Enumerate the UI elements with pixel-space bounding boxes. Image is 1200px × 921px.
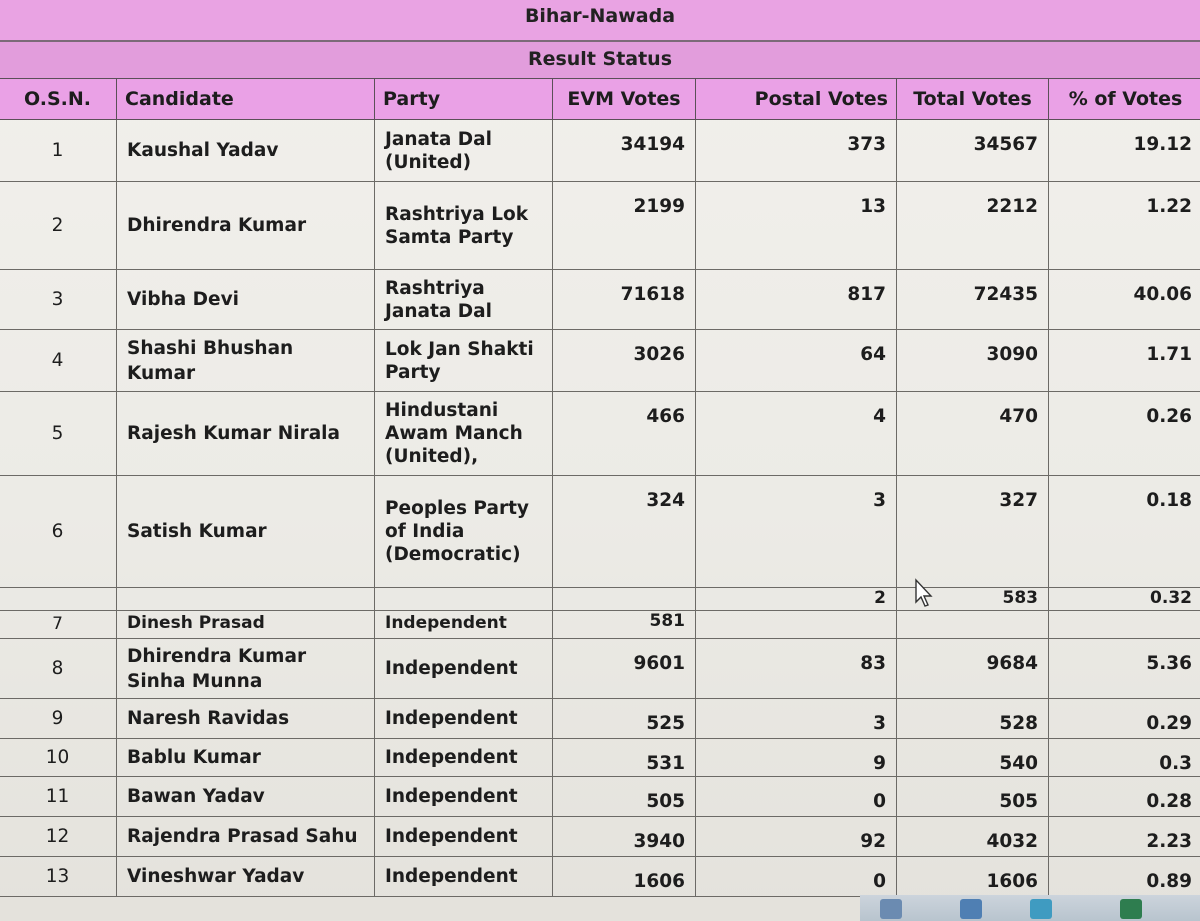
title-band [0, 0, 1200, 42]
vote-percent [1049, 611, 1200, 639]
serial-number: 2 [0, 182, 117, 270]
party-name: Independent [375, 739, 553, 777]
postal-votes: 4 [696, 392, 897, 476]
table-row [0, 588, 1200, 611]
evm-votes: 34194 [553, 120, 696, 182]
subtitle-band [0, 42, 1200, 79]
vote-percent: 0.28 [1049, 777, 1200, 817]
candidate-name: Dhirendra Kumar [117, 182, 375, 270]
total-votes: 72435 [897, 270, 1049, 330]
total-votes: 470 [897, 392, 1049, 476]
serial-number [0, 588, 117, 611]
serial-number: 4 [0, 330, 117, 392]
postal-votes: 83 [696, 639, 897, 699]
table-row [0, 182, 1200, 270]
serial-number: 13 [0, 857, 117, 897]
party-name: Hindustani Awam Manch (United), [375, 392, 553, 476]
total-votes: 528 [897, 699, 1049, 739]
postal-votes: 92 [696, 817, 897, 857]
vote-percent: 0.29 [1049, 699, 1200, 739]
party-name: Janata Dal (United) [375, 120, 553, 182]
vote-percent: 0.3 [1049, 739, 1200, 777]
col-osn: O.S.N. [0, 79, 117, 120]
col-evm: EVM Votes [553, 79, 696, 120]
vote-percent: 5.36 [1049, 639, 1200, 699]
col-candidate: Candidate [117, 79, 375, 120]
serial-number: 8 [0, 639, 117, 699]
candidate-name: Bablu Kumar [117, 739, 375, 777]
table-row [0, 392, 1200, 476]
party-name: Independent [375, 857, 553, 897]
party-name: Independent [375, 639, 553, 699]
candidate-name: Kaushal Yadav [117, 120, 375, 182]
constituency-title: Bihar-Nawada [524, 5, 676, 27]
postal-votes: 9 [696, 739, 897, 777]
evm-votes: 3026 [553, 330, 696, 392]
evm-votes: 9601 [553, 639, 696, 699]
postal-votes: 3 [696, 699, 897, 739]
vote-percent: 40.06 [1049, 270, 1200, 330]
serial-number: 5 [0, 392, 117, 476]
total-votes: 1606 [897, 857, 1049, 897]
serial-number: 11 [0, 777, 117, 817]
party-name: Independent [375, 777, 553, 817]
postal-votes [696, 611, 897, 639]
postal-votes: 0 [696, 777, 897, 817]
evm-votes: 1606 [553, 857, 696, 897]
candidate-name: Dhirendra Kumar Sinha Munna [117, 639, 375, 699]
party-name [375, 588, 553, 611]
table-row [0, 330, 1200, 392]
candidate-name: Rajendra Prasad Sahu [117, 817, 375, 857]
result-status-title: Result Status [527, 48, 673, 70]
serial-number: 3 [0, 270, 117, 330]
vote-percent: 0.18 [1049, 476, 1200, 588]
postal-votes: 0 [696, 857, 897, 897]
results-table [0, 78, 1200, 897]
total-votes: 2212 [897, 182, 1049, 270]
evm-votes: 525 [553, 699, 696, 739]
candidate-name: Shashi Bhushan Kumar [117, 330, 375, 392]
evm-votes [553, 588, 696, 611]
serial-number: 9 [0, 699, 117, 739]
serial-number: 6 [0, 476, 117, 588]
evm-votes: 71618 [553, 270, 696, 330]
vote-percent: 0.26 [1049, 392, 1200, 476]
candidate-name: Dinesh Prasad [117, 611, 375, 639]
table-row [0, 120, 1200, 182]
postal-votes: 3 [696, 476, 897, 588]
vote-percent: 2.23 [1049, 817, 1200, 857]
postal-votes: 373 [696, 120, 897, 182]
postal-votes: 2 [696, 588, 897, 611]
folder-icon[interactable] [1030, 899, 1052, 919]
candidate-name: Satish Kumar [117, 476, 375, 588]
vote-percent: 1.71 [1049, 330, 1200, 392]
total-votes [897, 611, 1049, 639]
total-votes: 4032 [897, 817, 1049, 857]
serial-number: 10 [0, 739, 117, 777]
col-party: Party [375, 79, 553, 120]
vote-percent: 1.22 [1049, 182, 1200, 270]
table-row [0, 739, 1200, 777]
postal-votes: 64 [696, 330, 897, 392]
total-votes: 3090 [897, 330, 1049, 392]
party-name: Rashtriya Lok Samta Party [375, 182, 553, 270]
table-row [0, 817, 1200, 857]
candidate-name: Bawan Yadav [117, 777, 375, 817]
party-name: Independent [375, 817, 553, 857]
vote-percent: 0.32 [1049, 588, 1200, 611]
candidate-name: Vibha Devi [117, 270, 375, 330]
total-votes: 327 [897, 476, 1049, 588]
window-icon[interactable] [880, 899, 902, 919]
evm-votes: 466 [553, 392, 696, 476]
evm-votes: 531 [553, 739, 696, 777]
results-body [0, 120, 1200, 897]
excel-icon[interactable] [1120, 899, 1142, 919]
postal-votes: 817 [696, 270, 897, 330]
table-row [0, 611, 1200, 639]
col-postal: Postal Votes [696, 79, 897, 120]
app-icon[interactable] [960, 899, 982, 919]
total-votes: 34567 [897, 120, 1049, 182]
col-percent: % of Votes [1049, 79, 1200, 120]
evm-votes: 581 [553, 611, 696, 639]
party-name: Independent [375, 699, 553, 739]
table-row [0, 699, 1200, 739]
party-name: Peoples Party of India (Democratic) [375, 476, 553, 588]
serial-number: 1 [0, 120, 117, 182]
header-row [0, 79, 1200, 120]
table-row [0, 476, 1200, 588]
total-votes: 583 [897, 588, 1049, 611]
party-name: Lok Jan Shakti Party [375, 330, 553, 392]
table-row [0, 639, 1200, 699]
candidate-name: Vineshwar Yadav [117, 857, 375, 897]
total-votes: 9684 [897, 639, 1049, 699]
evm-votes: 324 [553, 476, 696, 588]
table-row [0, 777, 1200, 817]
vote-percent: 0.89 [1049, 857, 1200, 897]
total-votes: 540 [897, 739, 1049, 777]
mouse-pointer-icon [914, 578, 934, 608]
taskbar [860, 895, 1200, 921]
party-name: Rashtriya Janata Dal [375, 270, 553, 330]
candidate-name: Rajesh Kumar Nirala [117, 392, 375, 476]
postal-votes: 13 [696, 182, 897, 270]
col-total: Total Votes [897, 79, 1049, 120]
table-row [0, 857, 1200, 897]
candidate-name: Naresh Ravidas [117, 699, 375, 739]
candidate-name [117, 588, 375, 611]
total-votes: 505 [897, 777, 1049, 817]
evm-votes: 3940 [553, 817, 696, 857]
evm-votes: 505 [553, 777, 696, 817]
evm-votes: 2199 [553, 182, 696, 270]
serial-number: 12 [0, 817, 117, 857]
table-row [0, 270, 1200, 330]
party-name: Independent [375, 611, 553, 639]
vote-percent: 19.12 [1049, 120, 1200, 182]
serial-number: 7 [0, 611, 117, 639]
